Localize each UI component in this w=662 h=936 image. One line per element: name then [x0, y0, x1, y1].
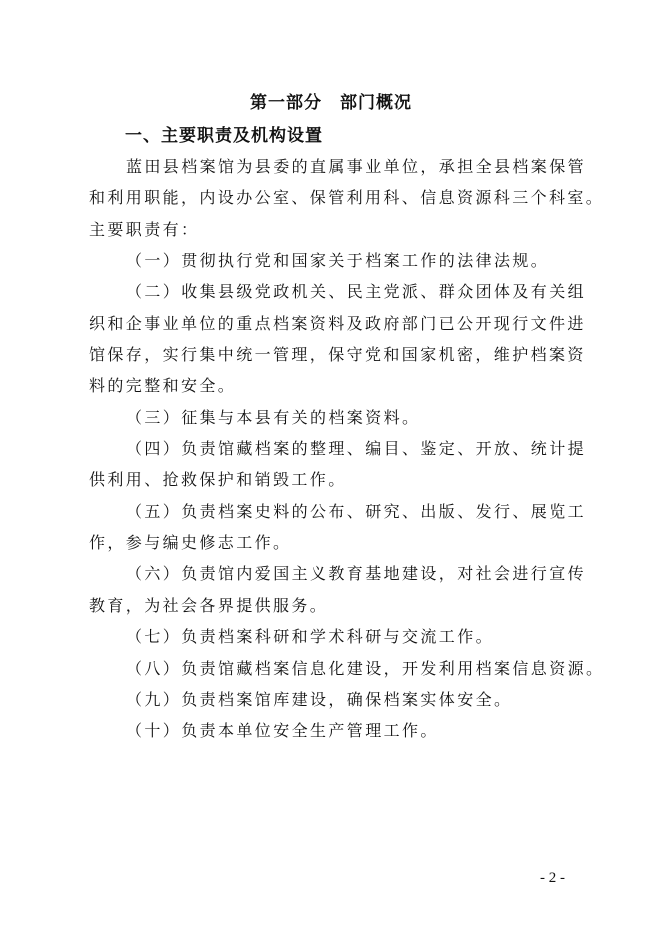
page-number: - 2 -	[540, 870, 565, 886]
text-line: （四）负责馆藏档案的整理、编目、鉴定、开放、统计提	[126, 439, 587, 459]
text-line: 教育，为社会各界提供服务。	[89, 595, 329, 615]
text-line: 织和企事业单位的重点档案资料及政府部门已公开现行文件进	[89, 313, 586, 333]
text-line: 馆保存，实行集中统一管理，保守党和国家机密，维护档案资	[89, 345, 586, 365]
text-line: （六）负责馆内爱国主义教育基地建设，对社会进行宣传	[126, 564, 587, 584]
text-line: （二）收集县级党政机关、民主党派、群众团体及有关组	[126, 282, 587, 302]
document-body	[89, 151, 605, 747]
text-line: （一）贯彻执行党和国家关于档案工作的法律法规。	[126, 251, 550, 271]
text-line: 主要职责有：	[89, 219, 200, 239]
text-line: （五）负责档案史料的公布、研究、出版、发行、展览工	[126, 501, 587, 521]
text-line: （八）负责馆藏档案信息化建设，开发利用档案信息资源。	[126, 658, 605, 678]
section-heading: 一、主要职责及机构设置	[125, 126, 323, 146]
page-title: 第一部分 部门概况	[250, 93, 412, 113]
text-line: 蓝田县档案馆为县委的直属事业单位，承担全县档案保管	[126, 157, 587, 176]
text-line: 作，参与编史修志工作。	[89, 533, 292, 553]
text-line: 供利用、抢救保护和销毁工作。	[89, 470, 347, 490]
text-line: 和利用职能，内设办公室、保管利用科、信息资源科三个科室。	[89, 188, 605, 208]
text-line: （七）负责档案科研和学术科研与交流工作。	[126, 627, 495, 647]
text-line: （三）征集与本县有关的档案资料。	[126, 407, 421, 427]
text-line: （九）负责档案馆库建设，确保档案实体安全。	[126, 689, 513, 709]
text-line: （十）负责本单位安全生产管理工作。	[126, 721, 439, 741]
text-line: 料的完整和安全。	[89, 376, 237, 396]
